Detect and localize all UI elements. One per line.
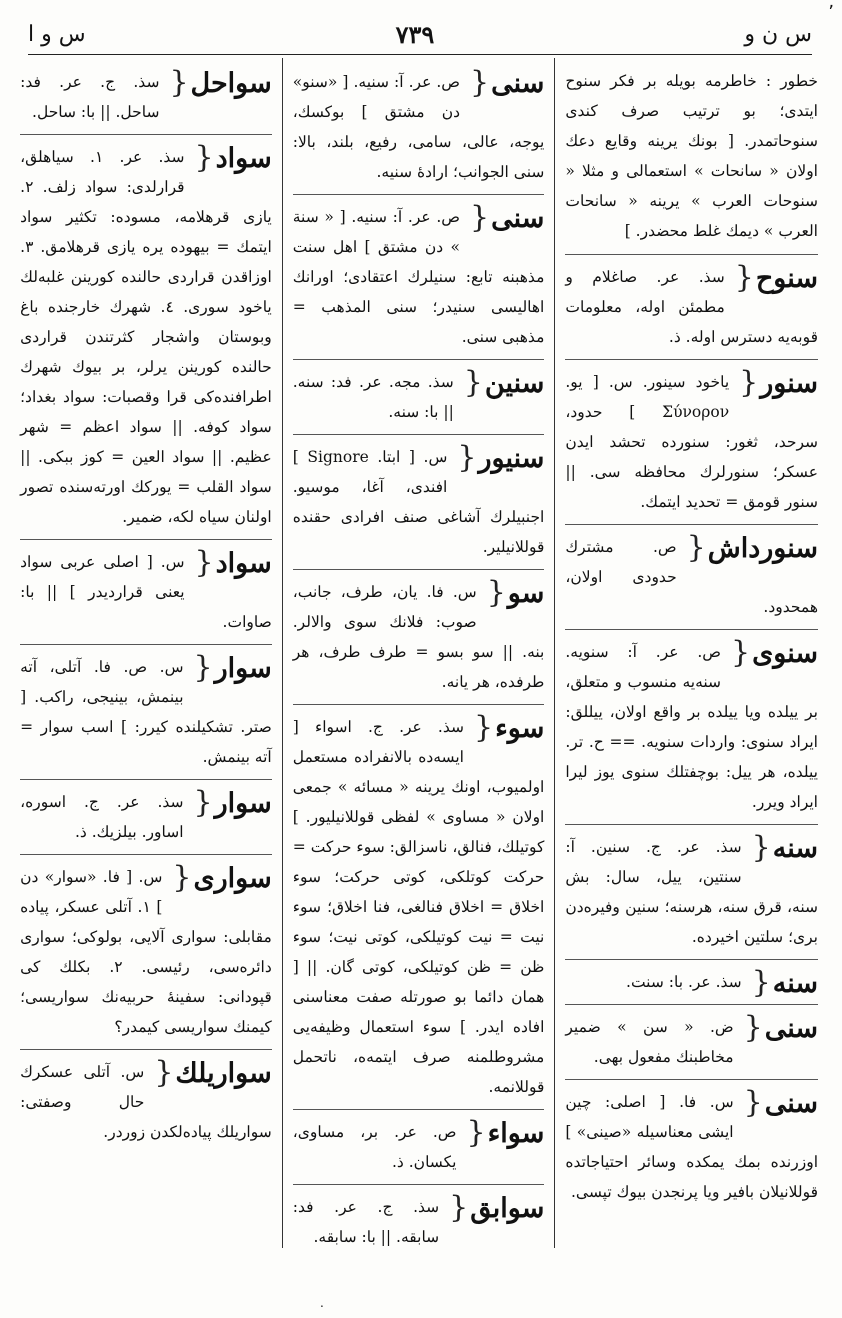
entry-text: سذ. مجه. عر. فد: سنه. || با: سنه. (292, 373, 454, 421)
entry-text: ص. عر. بر، مساوی، یکسان. ذ. (292, 1123, 457, 1171)
header-right-letters: س ن و (744, 21, 812, 47)
entry-text: سذ. عر. با: سنت. (626, 973, 742, 991)
headword: سنی { (740, 1012, 818, 1045)
headword: سواء { (463, 1117, 545, 1150)
entry-text: س. آتلی عسکرك حال وصفتی: سواریلك پیاده‌لکدن زوردر. (20, 1063, 272, 1141)
entry-text: س. [ فا. «سوار» دن ] ١. آتلی عسکر، پیاده مقابلی: سواری آلایی، بولوکی؛ سواری دائره‌سی، رئیسی. ٢. بکلك کی قپودانی: سفینهٔ حربیه‌نك سواریسی؛ کیمنك سواریسی کیمدر؟ (20, 868, 272, 1036)
entry-text: س. [ اصلی عربی سواد یعنی قراردیدر ] || با: صاوات. (20, 553, 272, 631)
entry-text: سذ. عر. ج. اسوره، اساور. بیلزیك. ذ. (20, 793, 184, 841)
dictionary-entry (20, 139, 272, 540)
headword: سوار { (190, 652, 272, 685)
headword: سنی { (466, 67, 544, 100)
headword: سنورداش { (683, 532, 818, 565)
headword: سنوح { (731, 262, 818, 295)
headword: سواد { (191, 142, 272, 175)
entry-text: ص. عر. آ: سنیه. [ «سنو» دن مشتق ] بوکسك، يوجه، عالی، سامی، رفیع، بلند، بالا: سنی الجوانب؛ ارادهٔ سنیه. (292, 73, 545, 181)
corner-mark: ٬ (828, 2, 834, 23)
dictionary-entry (565, 829, 818, 960)
headword: سواحل { (165, 67, 271, 100)
headword: سنه { (748, 832, 818, 865)
headword: سنه { (748, 967, 818, 1000)
headword: سواد { (191, 547, 272, 580)
entry-text: سذ. ج. عر. فد: سابقه. || با: سابقه. (292, 1198, 440, 1246)
column-left (10, 58, 283, 1248)
dictionary-entry (565, 529, 818, 630)
dictionary-entry (20, 649, 272, 780)
dictionary-entry (293, 1189, 545, 1248)
page-dot: . (320, 1296, 324, 1310)
dictionary-entry (293, 709, 545, 1110)
entry-text: ض. « سن » ضمیر مخاطبنك مفعول بهی. (565, 1018, 734, 1066)
entry-text: یاخود سینور. س. [ یو. Σύνορον ] حدود، سرحد، ثغور: سنورده تحشد ایدن عسکر؛ سنورلرك محافظه سی. || سنور قومق = تحدید ایتمك. (565, 373, 818, 511)
dictionary-entry (565, 634, 818, 825)
continuation-text: خطور : خاطرمه بویله بر فکر سنوح ایتدی؛ بو ترتیب صرف کندی سنوحاتمدر. [ بونك يرينه وقايع دعك اولان « سانحات » استعمالی و مثلا « سنوحات العرب » يرينه « سانحات العرب » ديمك غلط محضدر. ] (565, 64, 818, 255)
entry-text: سذ. عر. ج. سنین. آ: سنتین، ییل، سال: بش سنه، قرق سنه، هرسنه؛ سنین وفیره‌دن بری؛ سلتین اخیرده. (565, 838, 818, 946)
headword: سنی { (740, 1087, 818, 1120)
headword: سو { (483, 577, 545, 610)
entry-text: س. ص. فا. آتلی، آته بینمش، بینیجی، راکب. [ صتر. تشکیلنده کیرر: ] اسب سوار = آته بینمش. (20, 658, 272, 766)
entry-text: ص. عر. آ: سنویه. سنه‌یه منسوب و متعلق، بر ییلده ویا ییلده بر واقع اولان، ییللق: ایراد سنوی: واردات سنویه. == ح. تر. ییلده، هر ییل: بوچفتلك سنوی یوز لیرا ایراد ویرر. (565, 643, 818, 811)
dictionary-entry (565, 1084, 818, 1214)
dictionary-entry (293, 64, 545, 195)
dictionary-entry (20, 1054, 272, 1154)
headword: سنین { (460, 367, 545, 400)
headword: سواریلك { (150, 1057, 271, 1090)
headword: سنوی { (727, 637, 818, 670)
column-middle (283, 58, 556, 1248)
dictionary-entry (20, 859, 272, 1050)
headword: سنی { (466, 202, 544, 235)
entry-text: س. [ ابتا. Signore ] افندی، آغا، موسیو. اجنبیلرك آشاغی صنف افرادی حقنده قوللانیلیر. (292, 448, 545, 556)
entry-text: سذ. عر. صاغلام و مطمئن اوله، معلومات قوبه‌يه دسترس اوله. ذ. (565, 268, 818, 346)
entry-text: ص. مشترك حدودی اولان، همحدود. (565, 538, 818, 616)
headword: سواری { (168, 862, 271, 895)
entry-text: سذ. عر. ج. اسواء [ ایسه‌ده بالانفراده مستعمل اولمیوب، اونك يرينه « مسائه » جمعی اولان « مساوی » لفظی قوللانیلیور. ] کوتیلك، فنالق، ناسزالق: سوء حرکت = حرکت کوتلکی، کوتی حرکت؛ سوء اخلاق = اخلاق فنالغی، فنا اخلاق؛ سوء نیت = نیت کوتیلکی، کوتی نیت؛ سوء ظن = ظن کوتیلکی، کوتی گان. || [ همان دائما بو صورتله صفت معناسنی افاده ایدر. ] سوء استعمال وظیفه‌یی مشروطلمنه صرف ایتمه‌ه، ناتحمل قوللانمه. (292, 718, 545, 1096)
dictionary-entry (565, 364, 818, 525)
headword: سنور { (735, 367, 818, 400)
dictionary-entry (293, 1114, 545, 1185)
dictionary-entry (293, 439, 545, 570)
headword: سوار { (190, 787, 272, 820)
dictionary-entry (20, 544, 272, 645)
entry-text: سذ. ج. عر. فد: ساحل. || با: ساحل. (20, 73, 160, 121)
headword: سوء { (470, 712, 544, 745)
entry-text: ص. عر. آ: سنیه. [ « سنة » دن مشتق ] اهل سنت مذهبنه تابع: سنیلرك اعتقادی؛ اورانك اهالیسی سنیدر؛ سنی المذهب = مذهبی سنی. (292, 208, 545, 346)
dictionary-entry (293, 364, 545, 435)
dictionary-columns (10, 58, 828, 1248)
dictionary-entry (565, 964, 818, 1005)
dictionary-entry (293, 574, 545, 705)
dictionary-entry (20, 784, 272, 855)
dictionary-entry (565, 1009, 818, 1080)
dictionary-entry (565, 259, 818, 360)
page-header (28, 14, 812, 55)
headword: سوابق { (445, 1192, 544, 1225)
dictionary-entry (293, 199, 545, 360)
headword: سنیور { (453, 442, 544, 475)
entry-text: س. فا. [ اصلی: چین ایشی معناسیله «صینی» ] اوزرنده بمك يمكده وسائر احتیاجاتده قوللانیلان بافیر ويا پرنجدن بیوك تپسی. (565, 1093, 818, 1201)
dictionary-entry (20, 64, 272, 135)
column-right (555, 58, 828, 1248)
page-number: ٧٣٩ (395, 19, 435, 49)
entry-text: سذ. عر. ١. سیاهلق، قرارلدی: سواد زلف. ٢. یازی قرهلامه، مسوده: تكثیر سواد ایتمك = بیهوده يره یازی قرهلامق. ٣. اوزاقدن قراردی حالنده کورینن غلبه‌لك یاخود سوری. ٤. شهرك خارجنده باغ وبوستان واشجار کثرتندن قراردی حالنده کورینن يرلر، بر بیوك شهرك اطرافنده‌کی قرا وقصبات: سواد بغداد؛ سواد کوفه. || سواد اعظم = شهر عظیم. || سواد العین = کوز ببکی. || سواد القلب = يورکك اورته‌سنده تصور اولنان سیاه لکه، ضمیر. (20, 148, 272, 526)
entry-text: س. فا. یان، طرف، جانب، صوب: فلانك سوی والالر. بنه. || سو بسو = طرف طرف، هر طرفده، هر یانه. (292, 583, 545, 691)
header-left-letters: س و ا (28, 21, 86, 47)
